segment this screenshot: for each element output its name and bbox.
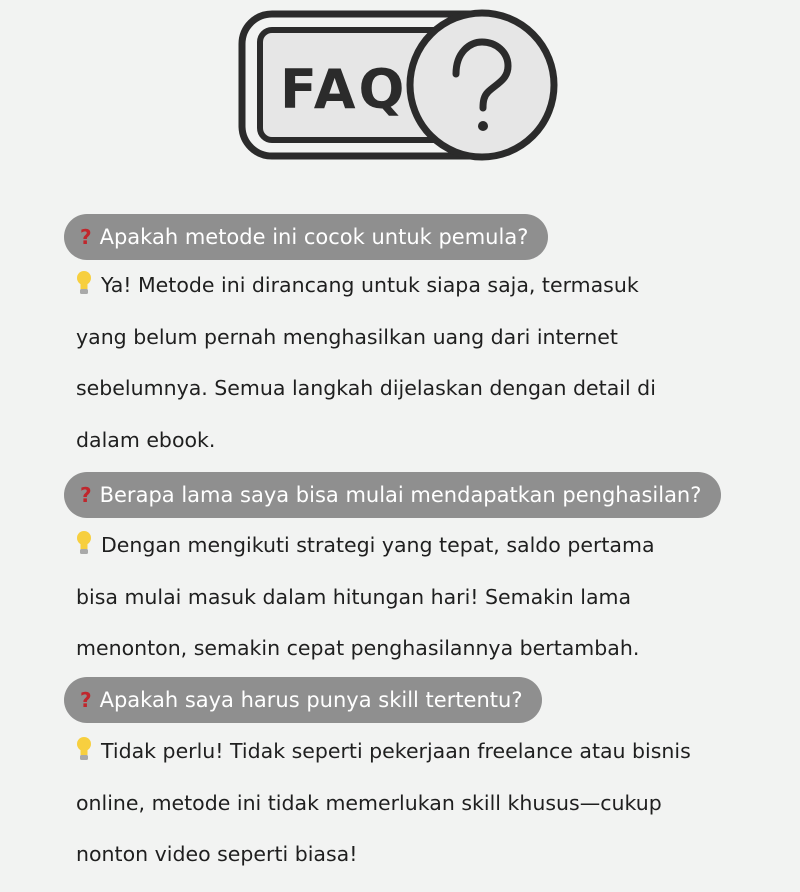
light-bulb-icon: [76, 530, 92, 556]
answer-line: bisa mulai masuk dalam hitungan hari! Semakin lama: [76, 584, 632, 609]
faq-answer-1: [76, 260, 776, 466]
logo-text: FAQ: [280, 58, 408, 121]
faq-question-2: [64, 472, 721, 518]
faq-question-1: [64, 214, 548, 260]
red-question-mark-icon: ?: [80, 688, 92, 712]
answer-line: menonton, semakin cepat penghasilannya bertambah.: [76, 636, 640, 660]
answer-line: yang belum pernah menghasilkan uang dari internet: [76, 324, 618, 349]
red-question-mark-icon: ?: [80, 225, 92, 249]
answer-line: Tidak perlu! Tidak seperti pekerjaan freelance atau bisnis: [76, 726, 776, 778]
answer-line: sebelumnya. Semua langkah dijelaskan dengan detail di: [76, 376, 656, 400]
question-text: Apakah metode ini cocok untuk pemula?: [99, 225, 529, 249]
faq-answer-2: [76, 520, 776, 675]
answer-line: Ya! Metode ini dirancang untuk siapa saja, termasuk: [76, 260, 776, 312]
light-bulb-icon: [76, 736, 92, 762]
answer-line: nonton video seperti biasa!: [76, 842, 358, 866]
answer-line: dalam ebook.: [76, 427, 216, 452]
faq-logo: [238, 8, 562, 166]
question-text: Berapa lama saya bisa mulai mendapatkan penghasilan?: [99, 483, 702, 507]
light-bulb-icon: [76, 270, 92, 296]
answer-line: Dengan mengikuti strategi yang tepat, saldo pertama: [76, 520, 776, 572]
question-text: Apakah saya harus punya skill tertentu?: [99, 688, 523, 712]
faq-answer-3: [76, 726, 776, 881]
faq-question-3: [64, 677, 542, 723]
red-question-mark-icon: ?: [80, 483, 92, 507]
answer-line: online, metode ini tidak memerlukan skill khusus—cukup: [76, 790, 662, 815]
